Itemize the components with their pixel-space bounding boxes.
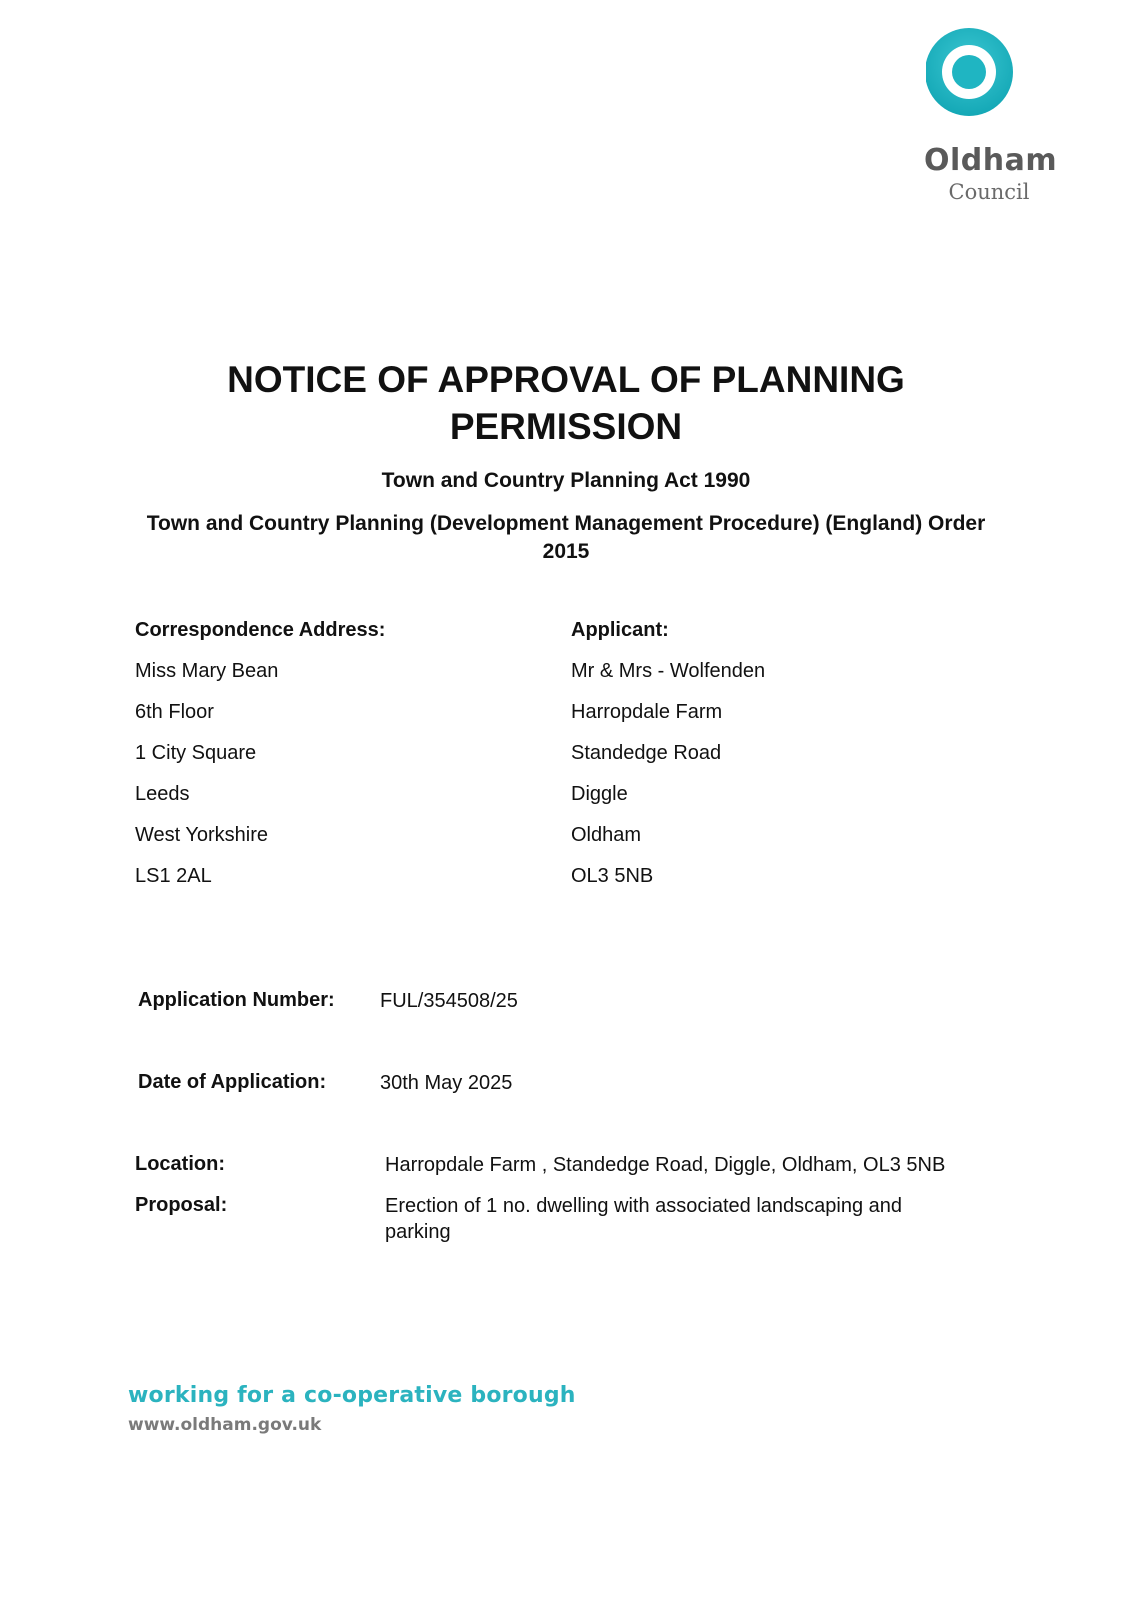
proposal-value: Erection of 1 no. dwelling with associated landscaping and parking — [385, 1195, 902, 1243]
correspondence-address-line: 1 City Square — [135, 742, 257, 764]
application-number-label: Application Number: — [138, 989, 335, 1011]
proposal-label: Proposal: — [135, 1194, 228, 1216]
order-subtitle: Town and Country Planning (Development Management Procedure) (England) Order 2015 — [146, 512, 986, 563]
location-label: Location: — [135, 1153, 225, 1175]
correspondence-address-line: 6th Floor — [135, 701, 214, 723]
application-number-value: FUL/354508/25 — [380, 990, 518, 1012]
applicant-address-line: Harropdale Farm — [571, 701, 723, 723]
location-value: Harropdale Farm , Standedge Road, Diggle, Oldham, OL3 5NB — [385, 1154, 946, 1176]
applicant-name: Mr & Mrs - Wolfenden — [571, 660, 766, 682]
act-subtitle: Town and Country Planning Act 1990 — [381, 469, 751, 492]
correspondence-address-line: West Yorkshire — [135, 824, 269, 846]
logo-wordmark-oldham: Oldham — [924, 143, 1058, 178]
correspondence-name: Miss Mary Bean — [135, 660, 279, 682]
footer-slogan: working for a co-operative borough — [128, 1383, 576, 1408]
date-of-application-value: 30th May 2025 — [380, 1072, 513, 1094]
date-of-application-label: Date of Application: — [138, 1071, 327, 1093]
logo-ring-icon — [926, 26, 1052, 126]
applicant-address-line: Standedge Road — [571, 742, 722, 764]
applicant-address-block — [571, 618, 991, 905]
correspondence-postcode: LS1 2AL — [135, 865, 212, 887]
footer-website-url: www.oldham.gov.uk — [128, 1415, 322, 1435]
oldham-council-logo — [924, 26, 1058, 204]
correspondence-address-line: Leeds — [135, 783, 190, 805]
logo-wordmark-council: Council — [948, 180, 1030, 204]
correspondence-address-block — [135, 618, 555, 905]
notice-title: NOTICE OF APPROVAL OF PLANNING PERMISSION — [227, 359, 905, 447]
applicant-address-line: Diggle — [571, 783, 628, 805]
applicant-postcode: OL3 5NB — [571, 865, 654, 887]
applicant-heading: Applicant: — [571, 619, 669, 641]
correspondence-address-heading: Correspondence Address: — [135, 619, 386, 641]
applicant-address-line: Oldham — [571, 824, 642, 846]
